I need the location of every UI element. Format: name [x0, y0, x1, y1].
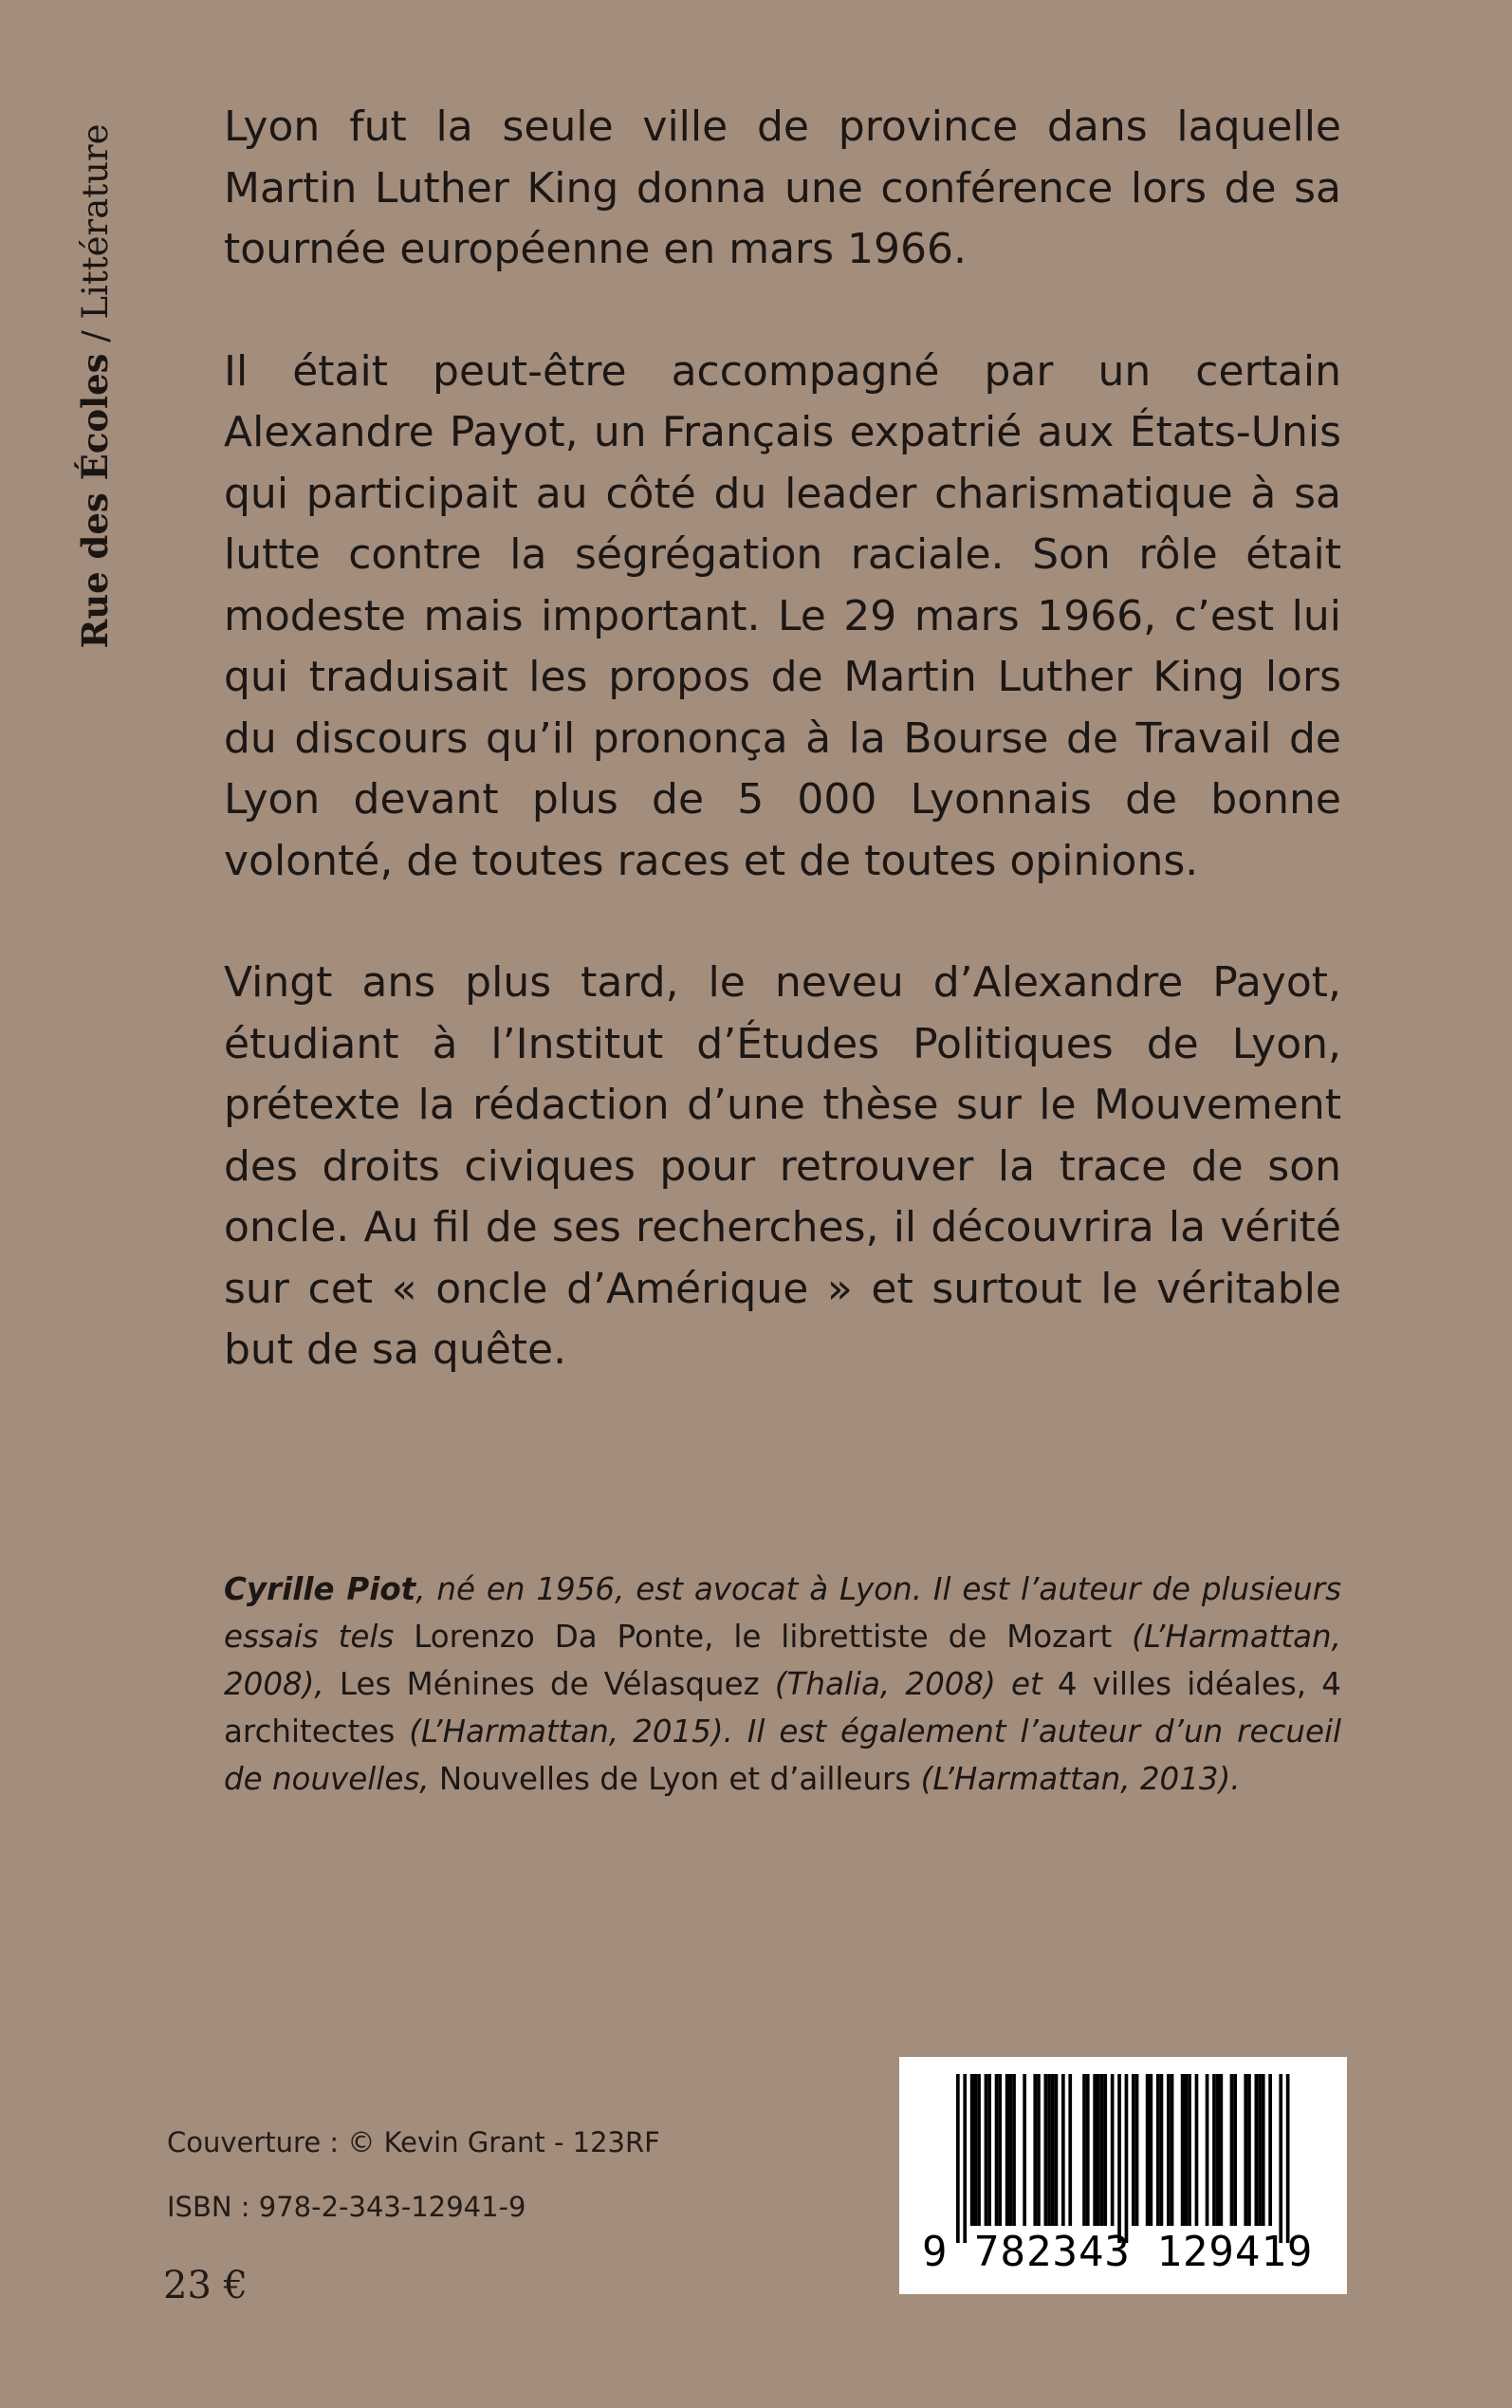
barcode-bar — [1061, 2074, 1065, 2226]
barcode-bar — [1156, 2074, 1160, 2226]
barcode-bar — [995, 2074, 999, 2226]
barcode-bar — [1051, 2074, 1055, 2226]
barcode-bar — [1286, 2074, 1290, 2243]
spine-text — [74, 123, 116, 648]
barcode-bar — [1216, 2074, 1220, 2226]
barcode-bar — [1262, 2074, 1265, 2226]
barcode-bar — [1009, 2074, 1013, 2226]
blurb — [224, 97, 1341, 1442]
barcode-bar — [1111, 2074, 1115, 2226]
book-title-3: 4 villes idéales, 4 architectes — [224, 1666, 1341, 1750]
barcode-bar — [977, 2074, 981, 2226]
collection-name: Littérature — [75, 123, 116, 320]
barcode-bar — [1150, 2074, 1153, 2226]
barcode-bar — [1012, 2074, 1016, 2226]
barcode-bar — [1247, 2074, 1251, 2226]
barcode-bar — [1206, 2074, 1209, 2226]
barcode-bar — [1244, 2074, 1247, 2226]
blurb-paragraph-2: Il était peut-être accompagné par un certain Alexandre Payot, un Français expatrié aux États-Unis qui participait au côté du leader charismatique à sa lutte contre la ségrégation raciale. Son rôle était modeste mais important. Le 29 mars 1966, c’est lui qui traduisait les propos de Martin Luther King lors du discours qu’il prononça à la Bourse de Travail de Lyon devant plus de 5 000 Lyonnais de bonne volonté, de toutes races et de toutes opinions. — [224, 346, 1341, 885]
barcode-bar — [1135, 2074, 1139, 2226]
barcode-bar — [956, 2074, 960, 2243]
series-name: Rue des Écoles — [74, 353, 116, 649]
barcode-bar — [1181, 2074, 1185, 2226]
barcode-bar — [1044, 2074, 1048, 2226]
book-title-1: Lorenzo Da Ponte, le librettiste de Mozart — [414, 1619, 1113, 1655]
barcode-bar — [963, 2074, 967, 2243]
barcode-bar — [1255, 2074, 1259, 2226]
barcode-bar — [1037, 2074, 1041, 2226]
price: 23 € — [163, 2264, 249, 2307]
barcode-bar — [1146, 2074, 1150, 2226]
barcode-bar — [1185, 2074, 1189, 2226]
barcode-bar — [1055, 2074, 1059, 2226]
barcode-bar — [985, 2074, 988, 2226]
barcode-bar — [1220, 2074, 1224, 2226]
barcode — [899, 2057, 1347, 2294]
barcode-bar — [1258, 2074, 1262, 2226]
barcode-bar — [1033, 2074, 1037, 2226]
barcode-bar — [1167, 2074, 1171, 2226]
barcode-bar — [1005, 2074, 1009, 2226]
book-title-2: Les Ménines de Vélasquez — [339, 1666, 760, 1702]
barcode-bar — [1233, 2074, 1237, 2226]
barcode-bar — [1068, 2074, 1072, 2226]
barcode-bar — [1230, 2074, 1234, 2226]
barcode-bar — [1047, 2074, 1051, 2226]
blurb-paragraph-1: Lyon fut la seule ville de province dans laquelle Martin Luther King donna une conférence lors de sa tournée européenne en mars 1966. — [224, 102, 1341, 273]
barcode-bar — [1097, 2074, 1100, 2226]
barcode-bar — [1188, 2074, 1191, 2226]
barcode-digits: 9 782343 129419 — [922, 2228, 1314, 2276]
spine-separator: / — [75, 319, 116, 354]
barcode-bar — [1171, 2074, 1174, 2226]
barcode-bar — [1093, 2074, 1097, 2226]
book-title-4: Nouvelles de Lyon et d’ailleurs — [438, 1761, 912, 1797]
spine-label — [66, 106, 123, 666]
barcode-bar — [1082, 2074, 1086, 2226]
barcode-bar — [1125, 2074, 1129, 2243]
bio-text-2: (L’Harmattan, 2008), — [224, 1619, 1341, 1702]
bio-text-1: , né en 1956, est avocat à Lyon. Il est l’auteur de plusieurs essais tels — [224, 1571, 1341, 1655]
barcode-bar — [1132, 2074, 1135, 2226]
barcode-bar — [1023, 2074, 1026, 2226]
bio-text-4: (L’Harmattan, 2015). Il est également l’auteur d’un recueil de nouvelles, — [224, 1713, 1341, 1797]
barcode-bar — [1086, 2074, 1090, 2226]
isbn: ISBN : 978-2-343-12941-9 — [167, 2191, 526, 2223]
barcode-bar — [970, 2074, 974, 2226]
bio-text-3: (Thalia, 2008) et — [759, 1666, 1058, 1702]
cover-credit: Couverture : © Kevin Grant - 123RF — [167, 2126, 660, 2158]
barcode-bar — [1195, 2074, 1199, 2226]
barcode-bar — [974, 2074, 978, 2226]
barcode-bar — [1103, 2074, 1107, 2226]
barcode-bar — [1279, 2074, 1282, 2243]
barcode-bar — [1160, 2074, 1164, 2226]
blurb-paragraph-3: Vingt ans plus tard, le neveu d’Alexandre Payot, étudiant à l’Institut d’Études Politiques de Lyon, prétexte la rédaction d’une thèse sur le Mouvement des droits civiques pour retrouver la trace de son oncle. Au fil de ses recherches, il découvrira la vérité sur cet « oncle d’Amérique » et surtout le véritable but de sa quête. — [224, 958, 1341, 1374]
barcode-bar — [1100, 2074, 1104, 2226]
author-name: Cyrille Piot — [224, 1571, 416, 1607]
barcode-bar — [987, 2074, 991, 2226]
author-bio — [224, 1565, 1341, 1803]
barcode-bar — [998, 2074, 1002, 2226]
barcode-bar — [1117, 2074, 1121, 2243]
barcode-bar — [1268, 2074, 1272, 2226]
barcode-bar — [1212, 2074, 1216, 2226]
bio-text-5: (L’Harmattan, 2013). — [911, 1761, 1241, 1797]
